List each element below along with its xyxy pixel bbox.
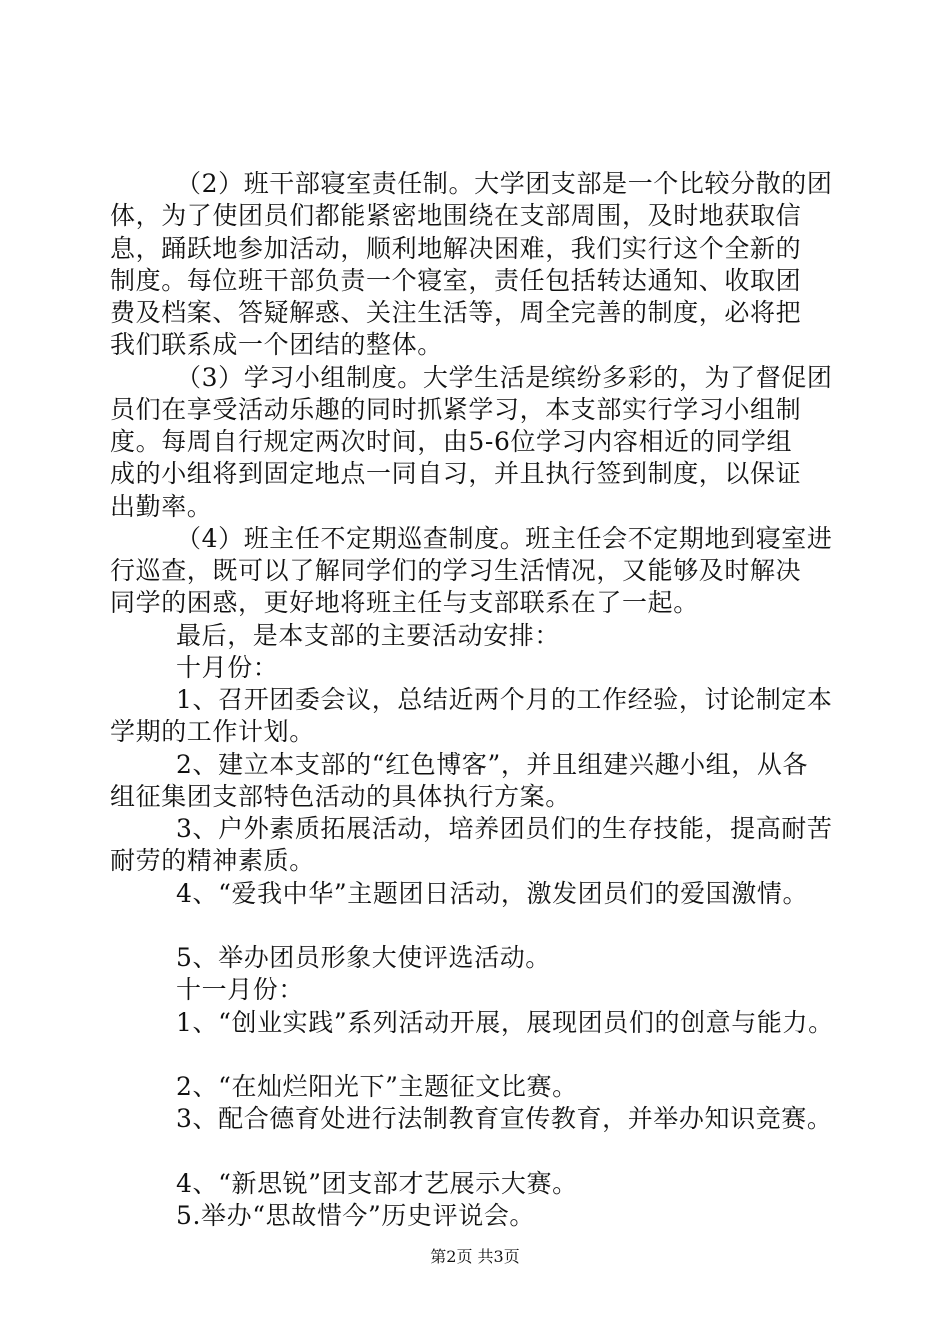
- list-item: 1、召开团委会议，总结近两个月的工作经验，讨论制定本: [176, 685, 833, 714]
- list-item: 学期的工作计划。: [110, 717, 315, 746]
- list-item: 耐劳的精神素质。: [110, 846, 315, 875]
- list-item: 2、“在灿烂阳光下”主题征文比赛。: [176, 1072, 578, 1101]
- list-item: 组征集团支部特色活动的具体执行方案。: [110, 782, 571, 811]
- list-item: 4、“爱我中华”主题团日活动，激发团员们的爱国激情。: [176, 879, 809, 908]
- month-heading: 十月份：: [176, 653, 279, 682]
- paragraph-line: 出勤率。: [110, 492, 213, 521]
- paragraph-line: （4）班主任不定期巡查制度。班主任会不定期地到寝室进: [176, 524, 833, 553]
- paragraph-line: 体，为了使团员们都能紧密地围绕在支部周围，及时地获取信: [110, 201, 802, 230]
- list-item: 5、举办团员形象大使评选活动。: [176, 943, 551, 972]
- list-item: 1、“创业实践”系列活动开展，展现团员们的创意与能力。: [176, 1008, 834, 1037]
- paragraph-line: 我们联系成一个团结的整体。: [110, 330, 443, 359]
- list-item: 3、户外素质拓展活动，培养团员们的生存技能，提高耐苦: [176, 814, 833, 843]
- paragraph-line: 度。每周自行规定两次时间，由5-6位学习内容相近的同学组: [110, 427, 793, 456]
- paragraph-line: 制度。每位班干部负责一个寝室，责任包括转达通知、收取团: [110, 266, 802, 295]
- list-item: 3、配合德育处进行法制教育宣传教育，并举办知识竞赛。: [176, 1104, 833, 1133]
- paragraph-line: 最后，是本支部的主要活动安排：: [176, 621, 561, 650]
- list-item: 5.举办“思故惜今”历史评说会。: [176, 1201, 536, 1230]
- list-item: 4、“新思锐”团支部才艺展示大赛。: [176, 1169, 578, 1198]
- paragraph-line: 息，踊跃地参加活动，顺利地解决困难，我们实行这个全新的: [110, 234, 802, 263]
- paragraph-line: （3）学习小组制度。大学生活是缤纷多彩的，为了督促团: [176, 363, 833, 392]
- list-item: 2、建立本支部的“红色博客”，并且组建兴趣小组，从各: [176, 750, 809, 779]
- paragraph-line: 成的小组将到固定地点一同自习，并且执行签到制度，以保证: [110, 459, 802, 488]
- month-heading: 十一月份：: [176, 975, 305, 1004]
- paragraph-line: 行巡查，既可以了解同学们的学习生活情况，又能够及时解决: [110, 556, 802, 585]
- paragraph-line: 员们在享受活动乐趣的同时抓紧学习，本支部实行学习小组制: [110, 395, 802, 424]
- paragraph-line: （2）班干部寝室责任制。大学团支部是一个比较分散的团: [176, 169, 833, 198]
- page-number: 第2页 共3页: [430, 1247, 520, 1266]
- paragraph-line: 同学的困惑，更好地将班主任与支部联系在了一起。: [110, 588, 699, 617]
- paragraph-line: 费及档案、答疑解惑、关注生活等，周全完善的制度，必将把: [110, 298, 802, 327]
